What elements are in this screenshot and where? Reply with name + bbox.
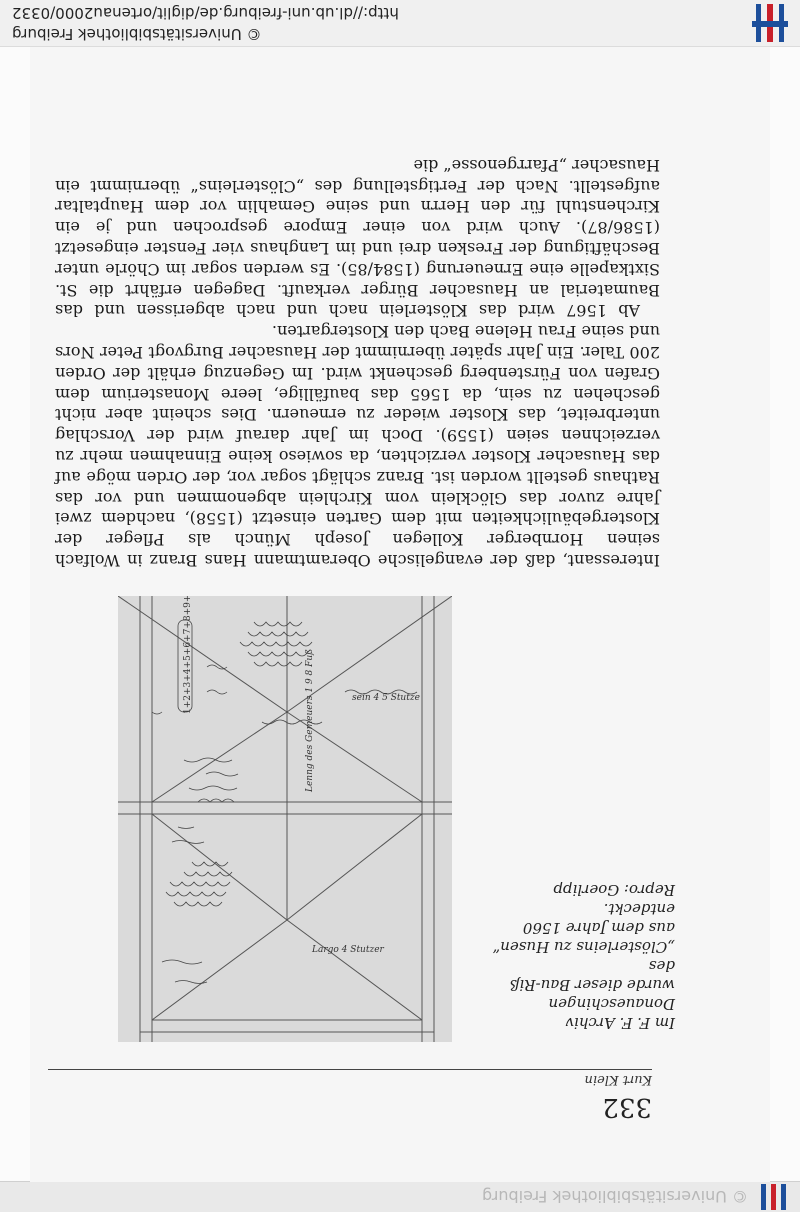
plan-tally: 1+2+3+4+5+6+7+8+9+10 xyxy=(183,596,193,714)
scanned-page xyxy=(30,46,770,1182)
caption-line: Im F. F. Archiv Donaueschingen xyxy=(548,995,675,1032)
plan-middle-label: Lenng des Gemeuers 1 9 8 Fuß xyxy=(305,648,315,792)
header-rule xyxy=(48,1069,652,1070)
caption-credit: Repro: Goerlipp xyxy=(553,881,675,899)
caption-line: wurde dieser Bau-Riß des xyxy=(509,957,675,994)
paragraph: Interessant, daß der evangelische Oberamtmann Hans Branz in Wolfach seinen Hornberger Kollegen Joseph Münch als Pfleger der Klostergebäulichkeiten mit dem Garten einsetzt (1558), nachdem zwei Jahre zuvor das Glöcklein vom Kirchlein abgenommen und vor das Rathaus gestellt worden ist. Branz schlägt sogar vor, der Orden möge auf das Hausacher Kloster verzichten, da sowieso keine Einnahmen mehr zu verzeichnen seien (1559). Doch im Jahr darauf wird der Vorschlag unterbreitet, das Kloster wieder zu erneuern. Dies scheint aber nicht geschehen zu sein, da 1565 das baufällige, leere Monasterium dem Grafen von Fürstenberg geschenkt wird. Im Gegenzug erhält der Orden 200 Taler. Ein Jahr später übernimmt der Hausacher Burgvogt Peter Nors und seine Frau Helene Bach den Klostergarten. xyxy=(55,322,660,570)
library-logo-icon xyxy=(756,1184,790,1210)
caption-line: aus dem Jahre 1560 entdeckt. xyxy=(522,900,675,937)
library-logo-icon xyxy=(752,4,788,42)
plan-left-label: Largo 4 Stutzer xyxy=(312,945,384,955)
plan-right-label: sein 4 5 Stutze xyxy=(352,693,420,703)
body-text xyxy=(55,154,660,570)
figure-caption xyxy=(485,880,675,1032)
copyright-text: © Universitätsbibliothek Freiburg xyxy=(12,25,262,43)
floor-plan-drawing xyxy=(118,596,452,1042)
paragraph: Ab 1567 wird das Klösterlein nach und nach abgerissen und das Baumaterial an Hausacher Bürger verkauft. Dagegen erfährt die St. Sixtkapelle eine Erneuerung (1584/85). Es werden sogar im Chörle unter Beschäftigung der Fresken drei und im Langhaus vier Fenster eingesetzt (1586/87). Auch wird von einer Empore gesprochen und je ein Kirchenstuhl für den Herrn und seine Gemahlin vor dem Hauptaltar aufgestellt. Nach der Fertigstellung des „Clösterleins“ übernimmt ein Hausacher „Pfarrgenosse“ die xyxy=(55,155,660,321)
top-toolbar xyxy=(0,1181,800,1212)
bottom-toolbar xyxy=(0,0,800,47)
caption-line: „Clösterleins zu Husen“ xyxy=(492,938,675,956)
running-head: Kurt Klein xyxy=(584,1072,652,1087)
page-number: 332 xyxy=(602,1092,652,1122)
page-url-link[interactable]: http://dl.ub.uni-freiburg.de/diglit/ortenau2000/0332 xyxy=(12,4,399,22)
building-plan-figure xyxy=(118,596,452,1042)
viewer-footer-text: © Universitätsbibliothek Freiburg xyxy=(481,1187,748,1206)
